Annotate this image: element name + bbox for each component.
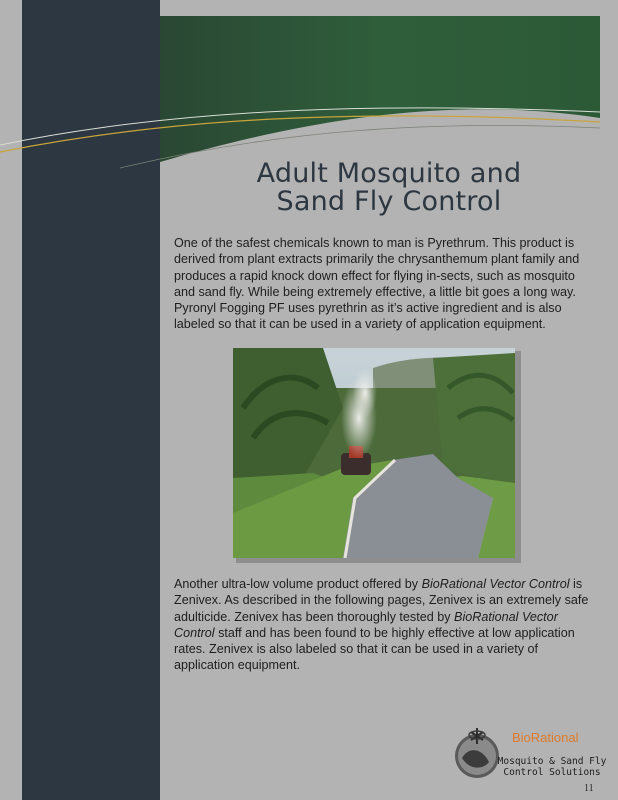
body-paragraph-1: One of the safest chemicals known to man is Pyrethrum. This product is derived from plant extracts primarily the chrysanthemum plant family and produces a rapid knock down effect for flying in-sects, such as mosquito and sand fly. While being extremely effective, a little bit goes a long way. Pyronyl Fogging PF uses pyrethrin as it’s active ingredient and is also labeled so that it can be used in a variety of application equipment. (174, 236, 580, 332)
body-paragraph-2 (174, 576, 594, 674)
page-number: 11 (584, 783, 594, 794)
green-swoosh (160, 16, 600, 162)
fogging-photo (233, 348, 515, 558)
paragraph2-text-1: Another ultra-low volume product offered by (174, 577, 422, 591)
header-band (0, 0, 618, 170)
paragraph2-company-2: BioRational Vector Control (174, 609, 558, 640)
tagline-line-1: Mosquito & Sand Fly (497, 756, 607, 767)
paragraph2-company-1: BioRational Vector Control (421, 577, 570, 591)
brand-name: BioRational (512, 730, 579, 745)
page-title (160, 160, 618, 216)
paragraph2-text-3: staff and has been found to be highly effective at low application rates. Zenivex is also labeled so that it can be used in a variety of application equipment. (174, 625, 575, 673)
brand-tagline (497, 756, 607, 778)
paragraph2-text-2: is Zenivex. As described in the following pages, Zenivex is an extremely safe adulticide. Zenivex has been thoroughly tested by (174, 577, 589, 624)
tagline-line-2: Control Solutions (503, 767, 601, 778)
title-line-1: Adult Mosquito and (256, 158, 522, 189)
title-line-2: Sand Fly Control (276, 186, 502, 217)
